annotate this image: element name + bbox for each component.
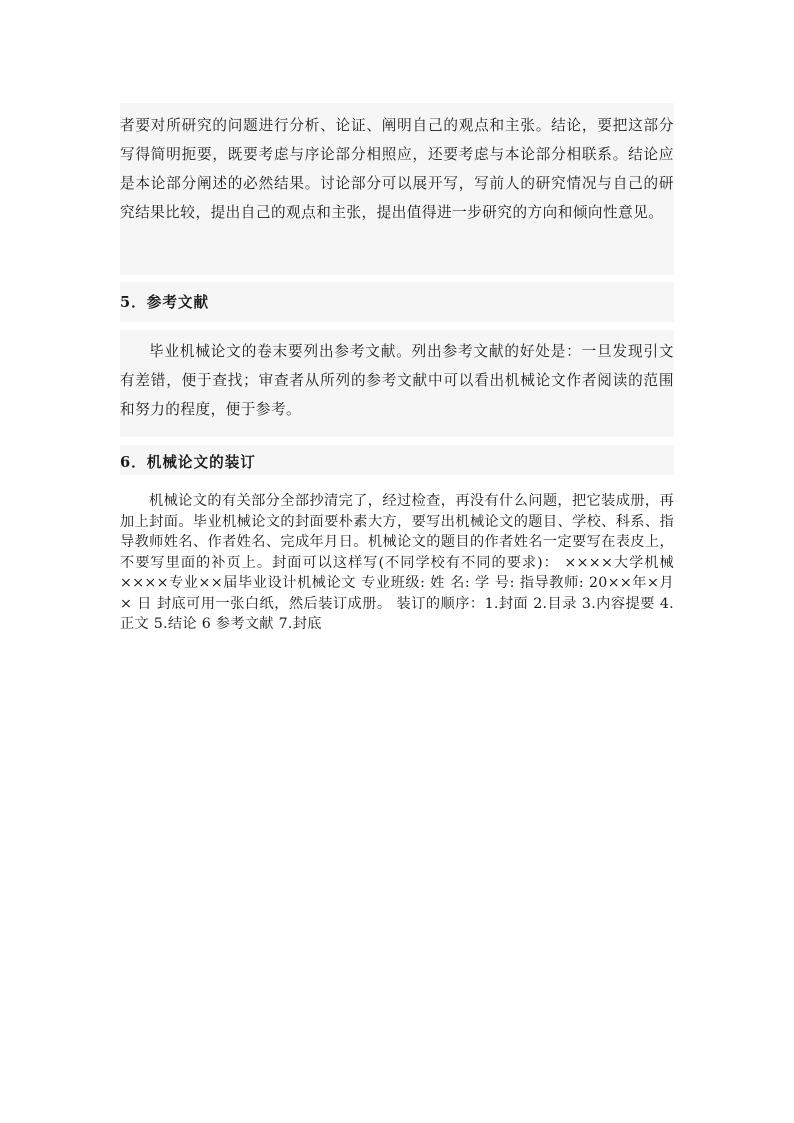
section-body-binding: 机械论文的有关部分全部抄清完了，经过检查，再没有什么问题，把它装成册，再加上封面。毕业机械论文的封面要朴素大方，要写出机械论文的题目、学校、科系、指导教师姓名、作者姓名、完成年月日。机械论文的题目的作者姓名一定要写在表皮上，不要写里面的补页上。封面可以这样写(不同学校有不同的要求)： ××××大学机械××××专业××届毕业设计机械论文 专业班级: 姓 名: 学 号: 指导教师: 20××年×月× 日 封底可用一张白纸，然后装订成册。 装订的顺序：1.封面 2.目录 3.内容提要 4.正文 5.结论 6 参考文献 7.封底 xyxy=(120,493,674,632)
intro-paragraph: 者要对所研究的问题进行分析、论证、阐明自己的观点和主张。结论，要把这部分写得简明扼要，既要考虑与序论部分相照应，还要考虑与本论部分相联系。结论应是本论部分阐述的必然结果。讨论部分可以展开写，写前人的研究情况与自己的研究结果比较，提出自己的观点和主张，提出值得进一步研究的方向和倾向性意见。 xyxy=(120,117,674,221)
section-body-references: 毕业机械论文的卷末要列出参考文献。列出参考文献的好处是：一旦发现引文有差错，便于查找；审查者从所列的参考文献中可以看出机械论文作者阅读的范围和努力的程度，便于参考。 xyxy=(120,343,674,418)
section-heading-references: 5．参考文献 xyxy=(120,294,210,311)
section-heading-binding: 6．机械论文的装订 xyxy=(120,454,256,471)
